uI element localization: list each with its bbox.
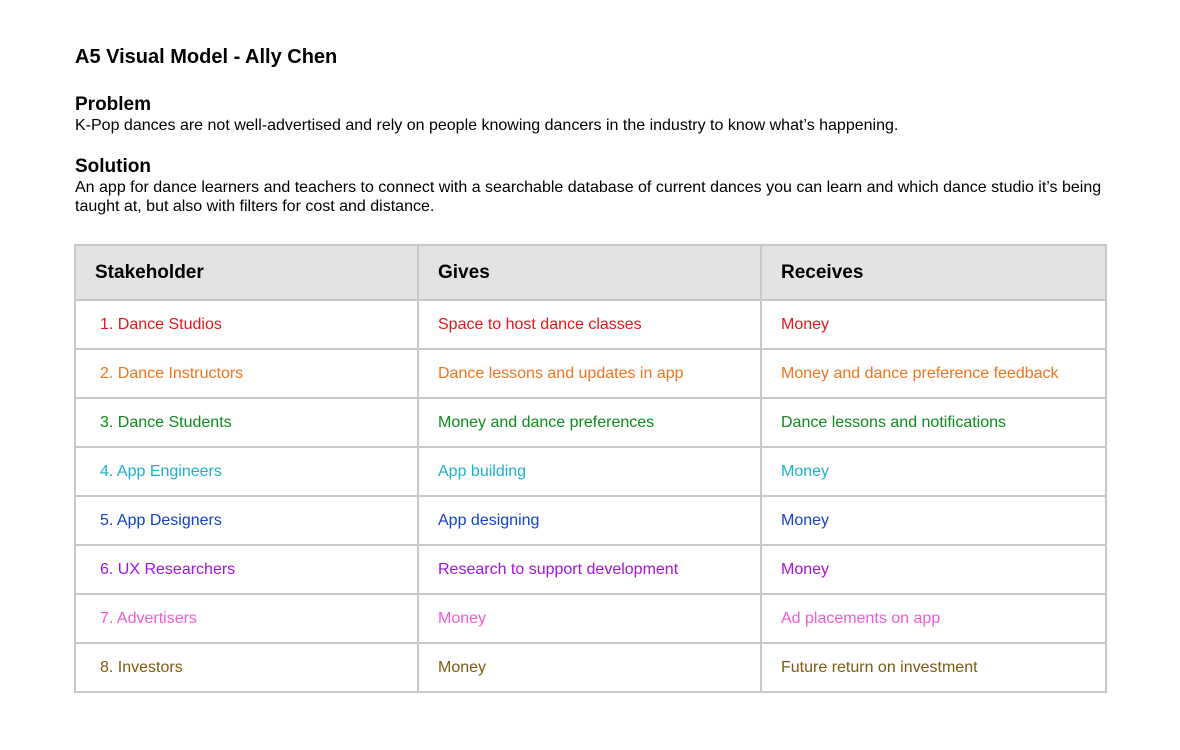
problem-section [75,94,1105,135]
solution-text: An app for dance learners and teachers to connect with a searchable database of current dances you can learn and which dance studio it’s being taught at, but also with filters for cost and distance. [75,179,1102,215]
stakeholder-cell: 4. App Engineers [75,447,418,496]
table-row [75,349,1106,398]
table-row [75,398,1106,447]
stakeholder-table [74,244,1107,693]
gives-cell: Space to host dance classes [418,300,761,349]
column-header-receives: Receives [761,245,1106,300]
stakeholder-cell: 2. Dance Instructors [75,349,418,398]
problem-heading: Problem [75,94,152,115]
stakeholder-cell: 6. UX Researchers [75,545,418,594]
receives-cell: Ad placements on app [761,594,1106,643]
gives-cell: App designing [418,496,761,545]
table-row [75,545,1106,594]
gives-cell: Research to support development [418,545,761,594]
solution-section [75,156,1105,216]
table-row [75,496,1106,545]
receives-cell: Money [761,545,1106,594]
table-row [75,643,1106,692]
gives-cell: Money [418,594,761,643]
stakeholder-cell: 1. Dance Studios [75,300,418,349]
stakeholder-cell: 5. App Designers [75,496,418,545]
table-row [75,300,1106,349]
receives-cell: Dance lessons and notifications [761,398,1106,447]
column-header-stakeholder: Stakeholder [75,245,418,300]
problem-text: K-Pop dances are not well-advertised and rely on people knowing dancers in the industry to know what’s happening. [75,117,899,134]
gives-cell: App building [418,447,761,496]
stakeholder-cell: 7. Advertisers [75,594,418,643]
gives-cell: Money and dance preferences [418,398,761,447]
receives-cell: Money [761,496,1106,545]
column-header-gives: Gives [418,245,761,300]
gives-cell: Dance lessons and updates in app [418,349,761,398]
table-row [75,594,1106,643]
table-header-row [75,245,1106,300]
receives-cell: Money [761,300,1106,349]
solution-heading: Solution [75,156,151,177]
document-title: A5 Visual Model - Ally Chen [75,46,338,68]
receives-cell: Money [761,447,1106,496]
stakeholder-cell: 8. Investors [75,643,418,692]
table-row [75,447,1106,496]
table-body [75,300,1106,692]
receives-cell: Money and dance preference feedback [761,349,1106,398]
receives-cell: Future return on investment [761,643,1106,692]
document-body [75,44,1105,216]
stakeholder-cell: 3. Dance Students [75,398,418,447]
gives-cell: Money [418,643,761,692]
